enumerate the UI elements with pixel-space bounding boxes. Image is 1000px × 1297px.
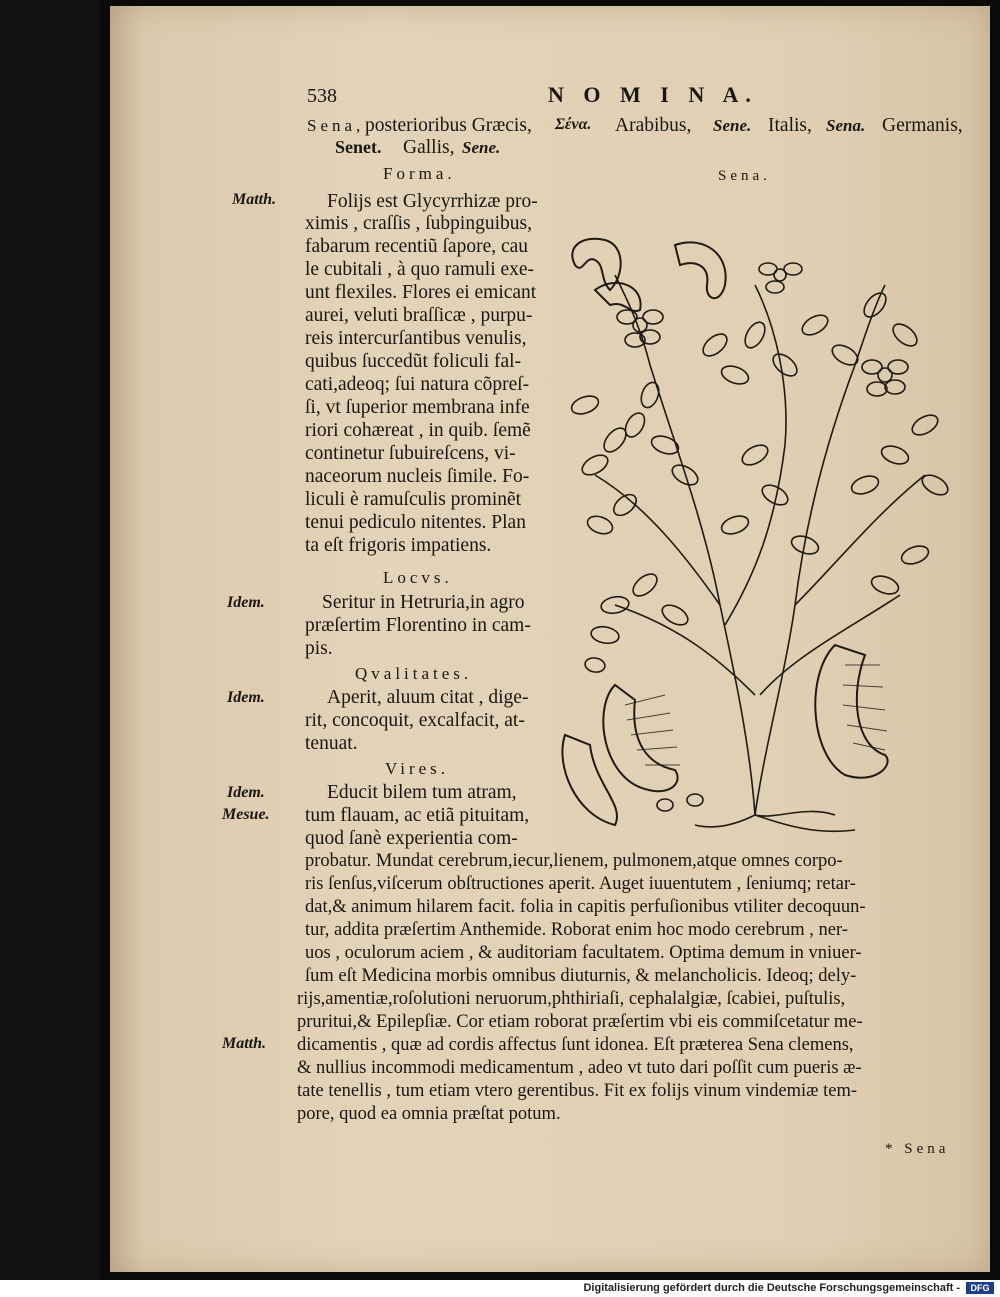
- text-line: præſertim Florentino in cam-: [305, 615, 531, 636]
- text-line: Aperit, aluum citat , dige-: [327, 687, 529, 708]
- text-line: quibus ſuccedũt foliculi fal-: [305, 351, 522, 372]
- margin-note-matth: Matth.: [222, 1035, 267, 1052]
- text-line: reis intercurſantibus venulis,: [305, 328, 527, 349]
- arabic-term: Sene.: [713, 116, 752, 135]
- french-term: Sene.: [462, 138, 501, 157]
- running-head: N O M I N A.: [548, 82, 758, 107]
- heading-forma: Forma.: [383, 164, 456, 183]
- text-line: pore, quod ea omnia præſtat potum.: [297, 1104, 561, 1124]
- text-line: rit, concoquit, excalfacit, at-: [305, 710, 525, 731]
- text-line: dat,& animum hilarem facit. folia in capitis perfuſionibus vtiliter decoquun-: [305, 897, 866, 917]
- text-line: quod ſanè experientia com-: [305, 828, 518, 849]
- figure-caption: Sena.: [718, 168, 771, 184]
- text-line: tenuat.: [305, 733, 358, 754]
- text-line: continetur ſubuireſcens, vi-: [305, 443, 516, 464]
- text-line: tate tenellis , tum etiam vtero gerentibus. Fit ex folijs vinum vindemiæ tem-: [297, 1081, 858, 1101]
- page-number: 538: [307, 85, 337, 107]
- footer-funding-note: Digitalisierung gefördert durch die Deutsche Forschungsgemeinschaft -: [583, 1282, 960, 1294]
- text-line: Educit bilem tum atram,: [327, 782, 517, 803]
- text-line: uos , oculorum aciem , & auditoriam facultatem. Optima demum in vniuer-: [305, 943, 862, 963]
- intro-text: Italis,: [768, 115, 812, 136]
- margin-note-idem: Idem.: [227, 594, 265, 611]
- text-line: probatur. Mundat cerebrum,iecur,lienem, pulmonem,atque omnes corpo-: [305, 851, 843, 871]
- text-line: tum flauam, ac etiã pituitam,: [305, 805, 530, 826]
- text-line: pruritui,& Epilepſiæ. Cor etiam roborat præſertim vbi eis commiſcetatur me-: [297, 1012, 863, 1032]
- text-line: rijs,amentiæ,roſolutioni neruorum,phthiriaſi, cephalalgiæ, ſcabiei, puſtulis,: [297, 989, 846, 1009]
- text-line: riori cohæreat , in quib. ſemẽ: [305, 420, 531, 441]
- text-line: & nullius incommodi medicamentum , adeo vt tuto dari poſſit cum pueris æ-: [297, 1058, 862, 1078]
- text-line: liculi è ramuſculis prominẽt: [305, 489, 522, 510]
- text-line: dicamentis , quæ ad cordis affectus ſunt idonea. Eſt præterea Sena clemens,: [297, 1035, 854, 1055]
- margin-note-matth: Matth.: [232, 191, 277, 208]
- intro-text: Arabibus,: [615, 115, 692, 136]
- sena-term: Sena,: [307, 116, 365, 135]
- sena-plant-woodcut-icon: [555, 225, 965, 845]
- text-line: unt flexiles. Flores ei emicant: [305, 282, 537, 303]
- footer-bar: [0, 1280, 1000, 1297]
- text-line: Folijs est Glycyrrhizæ pro-: [327, 191, 538, 212]
- catchword: * Sena: [885, 1141, 950, 1157]
- text-line: ta eſt frigoris impatiens.: [305, 535, 492, 556]
- margin-note-idem: Idem.: [227, 784, 265, 801]
- heading-qualitates: Qvalitates.: [355, 664, 473, 683]
- text-line: le cubitali , à quo ramuli exe-: [305, 259, 535, 280]
- text-line: tenui pediculo nitentes. Plan: [305, 512, 526, 533]
- intro-text: Gallis,: [403, 137, 455, 158]
- heading-locus: Locvs.: [383, 568, 453, 587]
- text-line: Seritur in Hetruria,in agro: [322, 592, 525, 613]
- german-term: Senet.: [335, 137, 382, 157]
- text-line: ſum eſt Medicina morbis omnibus diuturnis, & melancholicis. Ideoq; dely-: [305, 966, 857, 986]
- dfg-logo[interactable]: DFG: [966, 1282, 994, 1294]
- heading-vires: Vires.: [385, 759, 450, 778]
- text-line: ſi, vt ſuperior membrana infe: [305, 397, 530, 418]
- margin-note-mesue: Mesue.: [222, 806, 270, 823]
- intro-text: Germanis,: [882, 115, 963, 136]
- text-line: ris ſenſus,viſcerum obſtructiones aperit. Auget iuuentutem , ſeniumq; retar-: [305, 874, 856, 894]
- text-line: fabarum recentiũ ſapore, cau: [305, 236, 529, 257]
- margin-note-idem: Idem.: [227, 689, 265, 706]
- greek-term: Σένα.: [555, 116, 592, 133]
- italian-term: Sena.: [826, 116, 866, 135]
- text-line: tur, addita præſertim Anthemide. Roborat enim hoc modo cerebrum , ner-: [305, 920, 848, 940]
- text-line: pis.: [305, 638, 333, 659]
- intro-text: posterioribus Græcis,: [365, 115, 532, 136]
- text-line: cati,adeoq; ſui natura cõpreſ-: [305, 374, 530, 395]
- text-line: aurei, veluti braſſicæ , purpu-: [305, 305, 533, 326]
- text-line: naceorum nucleis ſimile. Fo-: [305, 466, 530, 487]
- text-line: ximis , craſſis , ſubpinguibus,: [305, 213, 532, 234]
